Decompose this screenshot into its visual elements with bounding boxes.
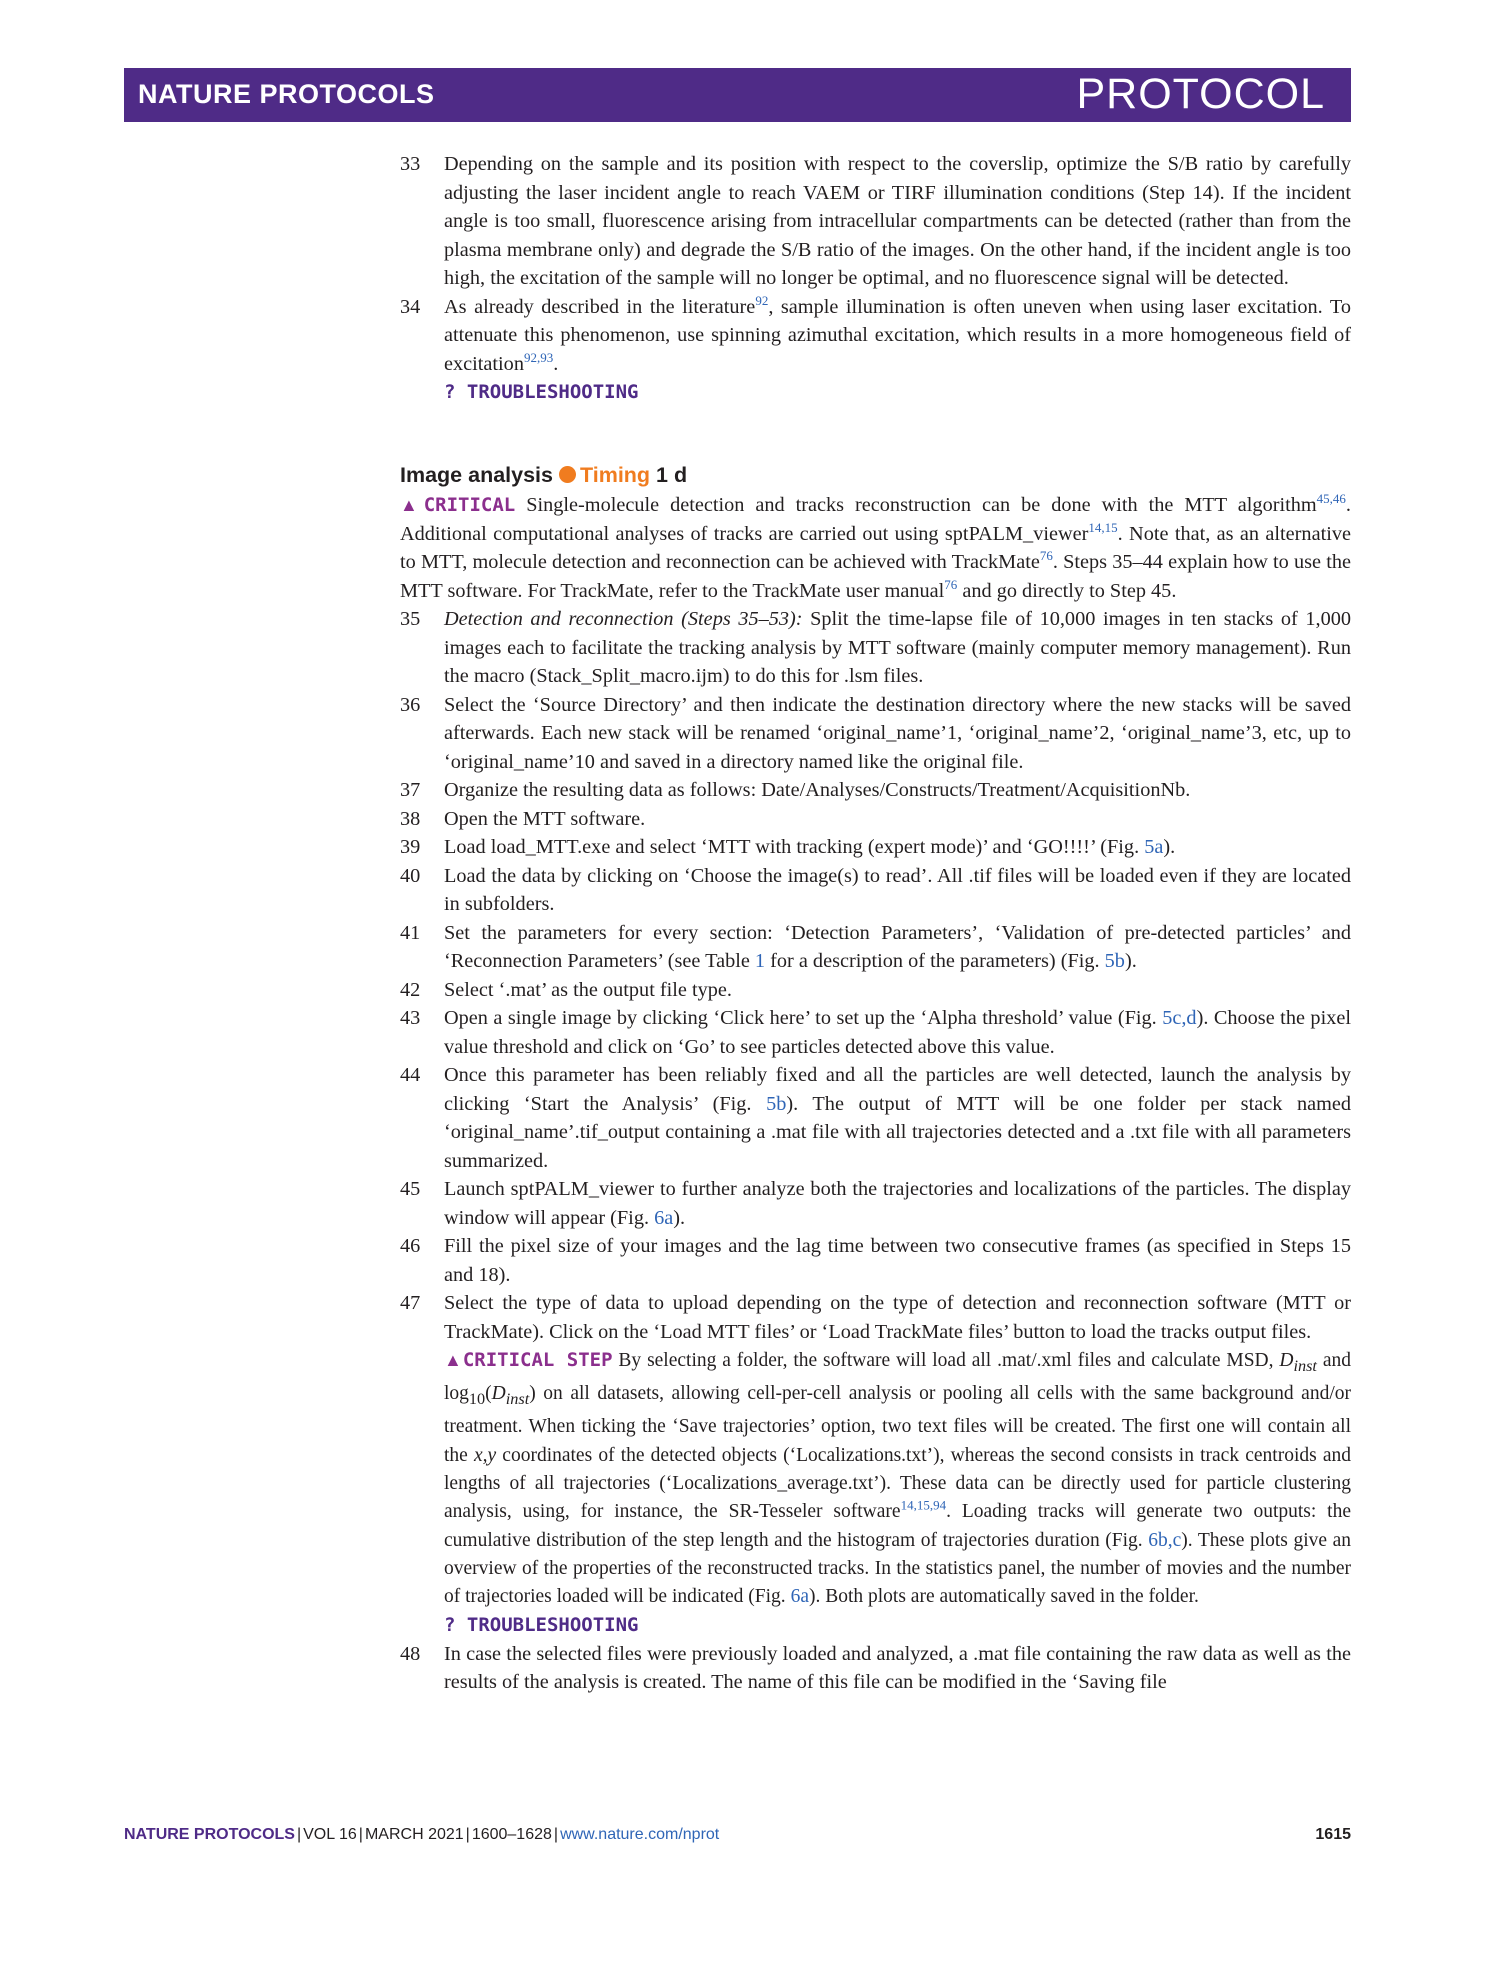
figure-link[interactable]: 6a xyxy=(654,1206,674,1229)
figure-link[interactable]: 5b xyxy=(766,1092,787,1115)
math-subscript: 10 xyxy=(468,1390,486,1409)
step-text: ). xyxy=(1163,836,1176,858)
step-37 xyxy=(400,776,1351,805)
timing-dot-icon xyxy=(559,466,576,483)
reference-link[interactable]: 14,15,94 xyxy=(900,1497,947,1513)
timing-label: Timing xyxy=(579,462,651,487)
footer-separator: | xyxy=(358,1826,363,1843)
timing-value: 1 d xyxy=(656,462,688,487)
step-text: Open a single image by clicking ‘Click here’ to set up the ‘Alpha threshold’ value (Fig. xyxy=(444,1007,1163,1029)
critical-triangle-icon: ▲ xyxy=(400,495,424,515)
troubleshooting-link[interactable]: ? TROUBLESHOOTING xyxy=(444,381,639,403)
footer-separator: | xyxy=(296,1826,302,1843)
step-number: 36 xyxy=(400,693,421,716)
main-content xyxy=(400,150,1351,1697)
step-text: Load load_MTT.exe and select ‘MTT with tracking (expert mode)’ and ‘GO!!!!’ (Fig. xyxy=(444,836,1145,858)
reference-link[interactable]: 76 xyxy=(1039,548,1053,564)
step-text: , sample illumination is often uneven when using laser excitation. To attenuate this phenomenon, use spinning azimuthal excitation, which results in a more homogeneous field of excitation xyxy=(444,295,1351,375)
page-number: 1615 xyxy=(1315,1826,1351,1843)
section-intro xyxy=(400,491,1351,605)
step-text: Set the parameters for every section: ‘Detection Parameters’, ‘Validation of pre-detected particles’ and ‘Reconnection Parameters’ (see Table xyxy=(444,921,1351,972)
section-heading xyxy=(400,461,1351,490)
reference-link[interactable]: 14,15 xyxy=(1088,519,1118,535)
step-47 xyxy=(400,1289,1351,1640)
math-subscript: inst xyxy=(505,1390,530,1409)
math-var: D xyxy=(491,1383,506,1405)
step-text: Select the type of data to upload depending on the type of detection and reconnection software (MTT or TrackMate). Click on the ‘Load MTT files’ or ‘Load TrackMate files’ button to load the tracks output files. xyxy=(444,1292,1351,1343)
article-type: PROTOCOL xyxy=(1076,70,1325,118)
critical-text: ). These plots give an overview of the properties of the reconstructed tracks. In the statistics panel, the number of movies and the number of trajectories loaded will be indicated (Fig. xyxy=(444,1529,1351,1608)
intro-text: and go directly to Step 45. xyxy=(957,579,1177,602)
step-45 xyxy=(400,1175,1351,1232)
step-34 xyxy=(400,293,1351,407)
figure-link[interactable]: 6b,c xyxy=(1148,1529,1182,1551)
step-number: 43 xyxy=(400,1007,421,1029)
step-number: 47 xyxy=(400,1292,421,1314)
math-var: D xyxy=(1279,1350,1294,1371)
critical-step-label: CRITICAL STEP xyxy=(462,1349,613,1371)
step-number: 40 xyxy=(400,864,421,887)
step-text: ). xyxy=(673,1206,686,1229)
step-number: 41 xyxy=(400,921,421,944)
critical-text: ) on all datasets, allowing cell-per-cell analysis or pooling all cells with the same background and/or treatment. When ticking the ‘Save trajectories’ option, two text files will be created. The first one will contain all the xyxy=(444,1383,1351,1466)
step-text: In case the selected files were previously loaded and analyzed, a .mat file containing the raw data as well as the results of the analysis is created. The name of this file can be modified in the ‘Saving file xyxy=(444,1642,1351,1694)
step-number: 38 xyxy=(400,807,421,830)
critical-step-block xyxy=(444,1346,1351,1611)
reference-link[interactable]: 45,46 xyxy=(1316,491,1346,507)
journal-name: NATURE PROTOCOLS xyxy=(138,79,435,109)
reference-link[interactable]: 92 xyxy=(755,292,769,308)
footer-volume: VOL 16 xyxy=(303,1826,357,1843)
math-var: x,y xyxy=(473,1444,497,1466)
step-42 xyxy=(400,976,1351,1005)
troubleshooting-link[interactable]: ? TROUBLESHOOTING xyxy=(444,1614,639,1637)
step-39 xyxy=(400,833,1351,862)
step-text: Organize the resulting data as follows: Date/Analyses/Constructs/Treatment/AcquisitionNb. xyxy=(444,779,1191,801)
step-text: Split the time-lapse file of 10,000 images in ten stacks of 1,000 images each to facilitate the tracking analysis by MTT software (mainly computer memory management). Run the macro (Stack_Split_macro.ijm) to do this for .lsm files. xyxy=(444,608,1352,687)
step-text: Launch sptPALM_viewer to further analyze both the trajectories and localizations of the particles. The display window will appear (Fig. xyxy=(444,1178,1351,1229)
page-footer xyxy=(124,1826,1351,1844)
step-number: 34 xyxy=(400,295,421,318)
step-number: 33 xyxy=(400,153,421,175)
step-number: 48 xyxy=(400,1642,421,1665)
critical-text: ). Both plots are automatically saved in the folder. xyxy=(808,1586,1199,1608)
intro-text: . Additional computational analyses of tracks are carried out using sptPALM_viewer xyxy=(400,494,1351,545)
step-text: Select the ‘Source Directory’ and then indicate the destination directory where the new stacks will be saved afterwards. Each new stack will be renamed ‘original_name’1, ‘original_name’2, ‘original_name’3, etc, up to ‘original_name’10 and saved in a directory named like the original file. xyxy=(444,693,1351,773)
footer-journal: NATURE PROTOCOLS xyxy=(124,1826,295,1843)
critical-text: By selecting a folder, the software will load all .mat/.xml files and calculate MSD, xyxy=(612,1350,1280,1371)
figure-link[interactable]: 5b xyxy=(1104,950,1125,972)
section-title: Image analysis xyxy=(400,462,553,487)
step-48 xyxy=(400,1640,1351,1697)
figure-link[interactable]: 5c,d xyxy=(1162,1007,1197,1029)
critical-text: . Loading tracks will generate two outputs: the cumulative distribution of the step length and the histogram of trajectories duration (Fig. xyxy=(444,1501,1351,1551)
step-number: 44 xyxy=(400,1064,421,1086)
intro-text: . Note that, as an alternative to MTT, molecule detection and reconnection can be achieved with TrackMate xyxy=(400,522,1351,573)
header-bar xyxy=(124,68,1351,122)
step-number: 35 xyxy=(400,608,421,630)
step-text: Once this parameter has been reliably fixed and all the particles are well detected, launch the analysis by clicking ‘Start the Analysis’ (Fig. xyxy=(444,1064,1351,1115)
step-number: 39 xyxy=(400,836,421,858)
step-text: Fill the pixel size of your images and the lag time between two consecutive frames (as specified in Steps 15 and 18). xyxy=(444,1235,1351,1286)
step-number: 45 xyxy=(400,1178,421,1200)
step-text: for a description of the parameters) (Fig. xyxy=(765,950,1105,972)
step-number: 42 xyxy=(400,978,421,1001)
footer-separator: | xyxy=(553,1826,559,1843)
step-text: As already described in the literature xyxy=(444,295,756,318)
critical-label: CRITICAL xyxy=(423,494,516,516)
step-33 xyxy=(400,150,1351,293)
step-36 xyxy=(400,691,1351,777)
reference-link[interactable]: 76 xyxy=(944,576,958,592)
step-number: 46 xyxy=(400,1235,421,1257)
table-link[interactable]: 1 xyxy=(754,950,766,972)
figure-link[interactable]: 5a xyxy=(1144,836,1164,858)
footer-separator: | xyxy=(465,1826,470,1843)
intro-text: Single-molecule detection and tracks reconstruction can be done with the MTT algorithm xyxy=(515,494,1317,516)
step-text: Select ‘.mat’ as the output file type. xyxy=(444,978,732,1001)
critical-text: and log xyxy=(444,1350,1351,1405)
step-heading: Detection and reconnection (Steps 35–53): xyxy=(444,608,803,630)
step-text: Load the data by clicking on ‘Choose the image(s) to read’. All .tif files will be loaded even if they are located in subfolders. xyxy=(444,864,1351,915)
critical-triangle-icon: ▲ xyxy=(444,1350,463,1370)
math-subscript: inst xyxy=(1293,1356,1317,1375)
step-40 xyxy=(400,862,1351,919)
critical-text: ( xyxy=(485,1383,492,1405)
critical-text: coordinates of the detected objects (‘Localizations.txt’), whereas the second consists in track centroids and lengths of all trajectories (‘Localizations_average.txt’). These data can be directly used for particle clustering analysis, using, for instance, the SR-Tesseler software xyxy=(444,1444,1351,1523)
step-number: 37 xyxy=(400,779,421,801)
intro-text: . Steps 35–44 explain how to use the MTT software. For TrackMate, refer to the TrackMate user manual xyxy=(400,551,1351,602)
step-35 xyxy=(400,605,1351,691)
reference-link[interactable]: 92,93 xyxy=(523,349,554,365)
step-text: ). The output of MTT will be one folder per stack named ‘original_name’.tif_output containing a .mat file with all trajectories detected and a .txt file with all parameters summarized. xyxy=(444,1092,1351,1172)
step-text: Open the MTT software. xyxy=(444,807,646,830)
step-text: ). Choose the pixel value threshold and click on ‘Go’ to see particles detected above this value. xyxy=(444,1007,1351,1058)
step-46 xyxy=(400,1232,1351,1289)
step-44 xyxy=(400,1061,1351,1175)
step-text: . xyxy=(553,352,559,375)
footer-date: MARCH 2021 xyxy=(364,1826,464,1843)
step-43 xyxy=(400,1004,1351,1061)
step-text: Depending on the sample and its position with respect to the coverslip, optimize the S/B ratio by carefully adjusting the laser incident angle to reach VAEM or TIRF illumination conditions (Step 14). If the incident angle is too small, fluorescence arising from intracellular compartments can be detected (rather than from the plasma membrane only) and degrade the S/B ratio of the images. On the other hand, if the incident angle is too high, the excitation of the sample will no longer be optimal, and no fluorescence signal will be detected. xyxy=(444,153,1351,289)
footer-pages: 1600–1628 xyxy=(471,1826,552,1843)
step-38 xyxy=(400,805,1351,834)
footer-url-link[interactable]: www.nature.com/nprot xyxy=(560,1826,720,1843)
step-41 xyxy=(400,919,1351,976)
figure-link[interactable]: 6a xyxy=(790,1586,809,1608)
step-text: ). xyxy=(1124,950,1137,972)
